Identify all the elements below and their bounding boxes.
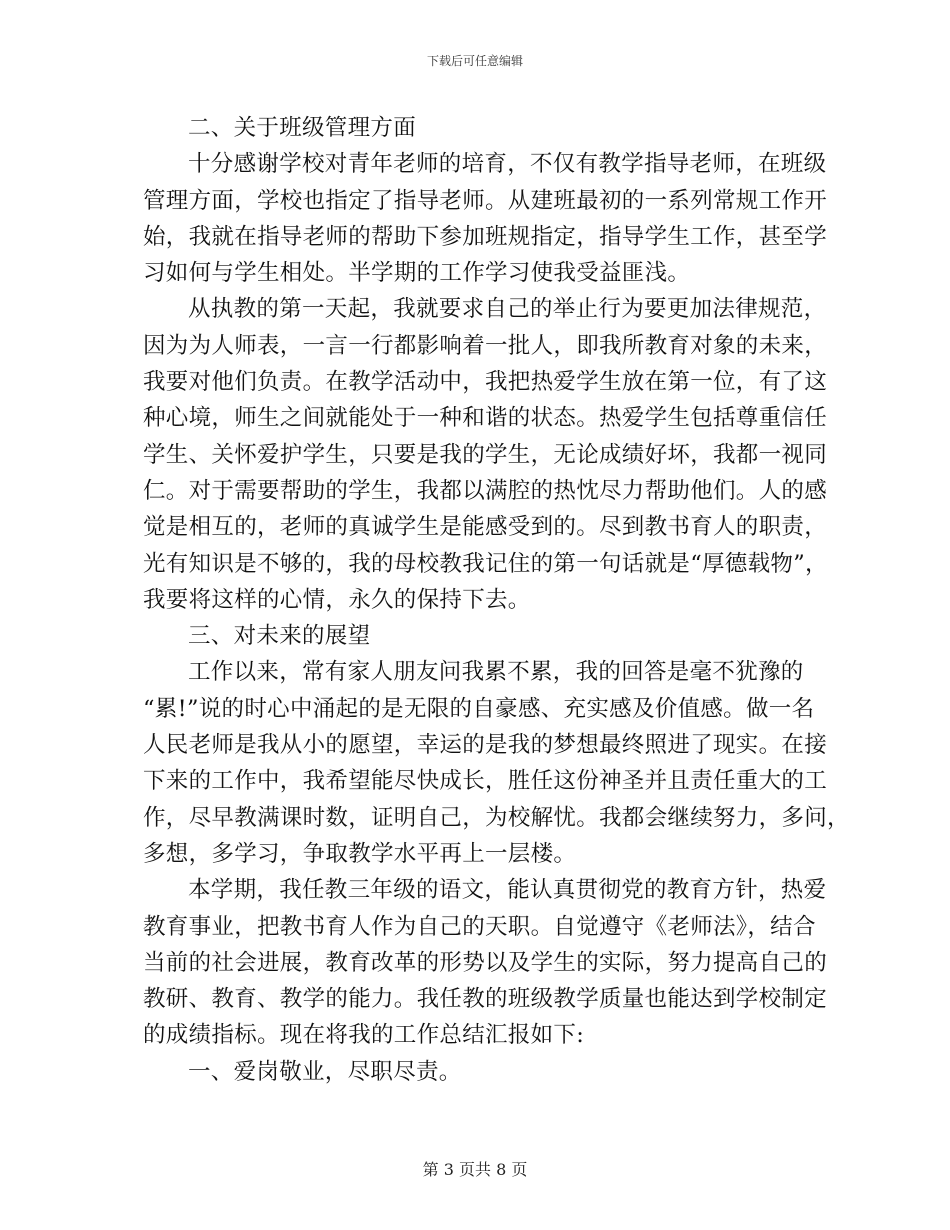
text-line: 种心境，师生之间就能处于一种和谐的状态。热爱学生包括尊重信任 xyxy=(143,405,828,432)
document-body xyxy=(143,110,850,1090)
text-line: 习如何与学生相处。半学期的工作学习使我受益匪浅。 xyxy=(143,260,691,287)
text-line: 仁。对于需要帮助的学生，我都以满腔的热忱尽力帮助他们。人的感 xyxy=(143,477,828,504)
text-line: 因为为人师表，一言一行都影响着一批人，即我所教育对象的未来， xyxy=(143,332,828,359)
text-line: 教研、教育、教学的能力。我任教的班级教学质量也能达到学校制定 xyxy=(143,986,828,1013)
text-line: 人民老师是我从小的愿望，幸运的是我的梦想最终照进了现实。在接 xyxy=(143,732,828,759)
page-footer: 第 3 页共 8 页 xyxy=(422,1160,528,1179)
text-line: 作，尽早教满课时数，证明自己，为校解忧。我都会继续努力，多问， xyxy=(143,804,850,831)
text-line: 教育事业，把教书育人作为自己的天职。自觉遵守《老师法》，结合 xyxy=(143,913,816,940)
text-line: 始，我就在指导老师的帮助下参加班规指定，指导学生工作，甚至学 xyxy=(143,223,828,250)
text-line: 从执教的第一天起，我就要求自己的举止行为要更加法律规范， xyxy=(188,296,827,323)
text-line: 一、爱岗敬业，尽职尽责。 xyxy=(188,1058,462,1085)
text-line: 多想，多学习，争取教学水平再上一层楼。 xyxy=(143,840,577,867)
page-header: 下载后可任意编辑 xyxy=(426,54,523,68)
text-line: “累!”说的时心中涌起的是无限的自豪感、充实感及价值感。做一名 xyxy=(143,695,815,722)
text-line: 本学期，我任教三年级的语文，能认真贯彻党的教育方针，热爱 xyxy=(188,877,827,904)
text-line: 三、对未来的展望 xyxy=(188,623,371,650)
text-line: 十分感谢学校对青年老师的培育，不仅有教学指导老师，在班级 xyxy=(188,151,827,178)
text-line: 我要将这样的心情，永久的保持下去。 xyxy=(143,586,531,613)
text-line: 下来的工作中，我希望能尽快成长，胜任这份神圣并且责任重大的工 xyxy=(143,768,828,795)
text-line: 光有知识是不够的，我的母校教我记住的第一句话就是“厚德载物”， xyxy=(143,550,828,577)
text-line: 工作以来，常有家人朋友问我累不累，我的回答是毫不犹豫的 xyxy=(188,659,804,686)
text-line: 觉是相互的，老师的真诚学生是能感受到的。尽到教书育人的职责， xyxy=(143,514,828,541)
text-line: 管理方面，学校也指定了指导老师。从建班最初的一系列常规工作开 xyxy=(143,187,828,214)
text-line: 二、关于班级管理方面 xyxy=(188,115,417,141)
text-line: 的成绩指标。现在将我的工作总结汇报如下: xyxy=(143,1022,585,1049)
text-line: 学生、关怀爱护学生，只要是我的学生，无论成绩好坏，我都一视同 xyxy=(143,441,828,468)
text-line: 我要对他们负责。在教学活动中，我把热爱学生放在第一位，有了这 xyxy=(143,369,828,396)
text-line: 当前的社会进展，教育改革的形势以及学生的实际，努力提高自己的 xyxy=(143,949,828,976)
